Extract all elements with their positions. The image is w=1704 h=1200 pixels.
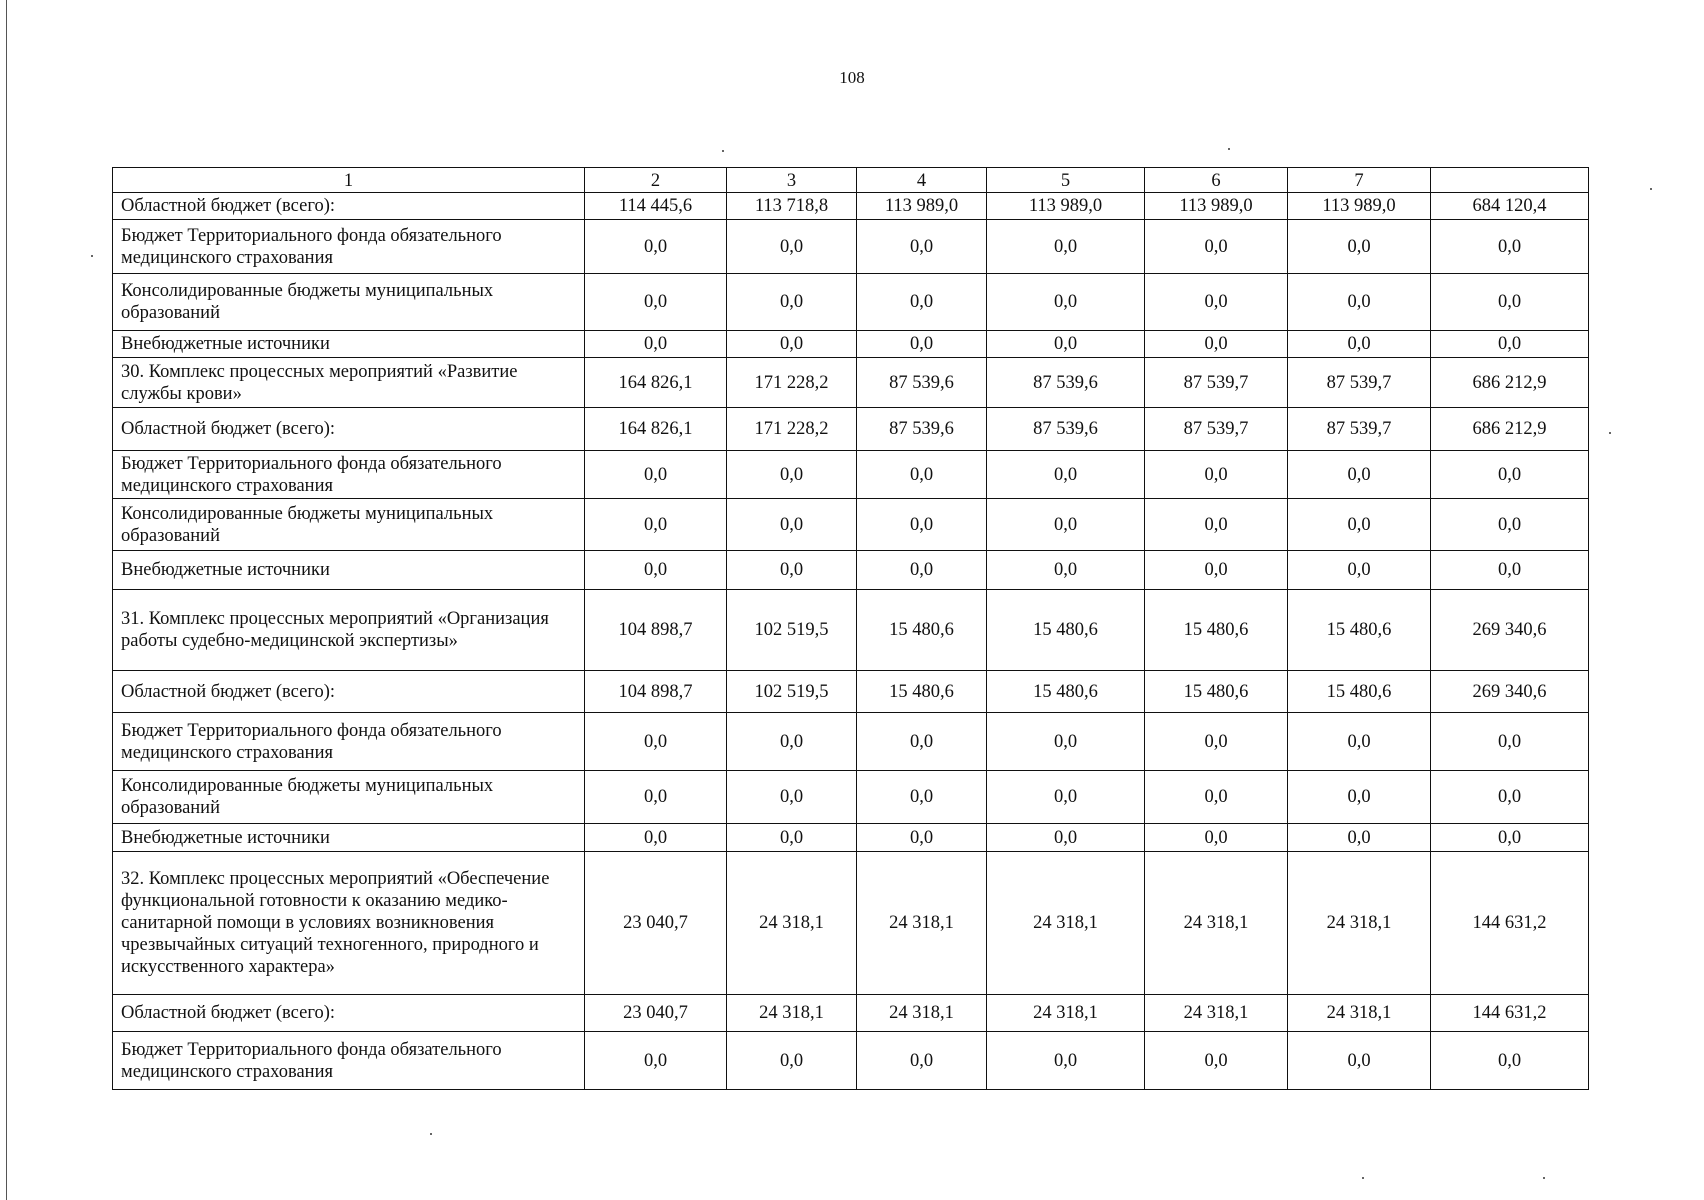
row-value: 0,0 [857, 713, 987, 771]
row-value: 0,0 [1431, 331, 1589, 358]
row-label: 30. Комплекс процессных мероприятий «Развитие службы крови» [113, 358, 585, 408]
row-value: 0,0 [857, 1032, 987, 1090]
row-value: 24 318,1 [987, 852, 1145, 995]
row-value: 0,0 [585, 220, 727, 274]
table-row [113, 193, 1589, 220]
row-value: 0,0 [987, 451, 1145, 499]
row-value: 24 318,1 [1288, 995, 1431, 1032]
row-value: 0,0 [1145, 499, 1288, 551]
row-value: 0,0 [1288, 824, 1431, 852]
row-value: 0,0 [1145, 713, 1288, 771]
row-value: 0,0 [1288, 713, 1431, 771]
row-value: 104 898,7 [585, 590, 727, 671]
row-value: 0,0 [1145, 1032, 1288, 1090]
scan-speck [1609, 432, 1611, 434]
row-label: Внебюджетные источники [113, 824, 585, 852]
row-value: 686 212,9 [1431, 408, 1589, 451]
row-value: 0,0 [727, 824, 857, 852]
row-label: Областной бюджет (всего): [113, 671, 585, 713]
row-label: Областной бюджет (всего): [113, 408, 585, 451]
row-value: 0,0 [585, 499, 727, 551]
table-row [113, 995, 1589, 1032]
row-label: 32. Комплекс процессных мероприятий «Обеспечение функциональной готовности к оказанию медико-санитарной помощи в условиях возникновения чрезвычайных ситуаций техногенного, природного и искусственного характера» [113, 852, 585, 995]
row-value: 0,0 [727, 551, 857, 590]
row-value: 269 340,6 [1431, 671, 1589, 713]
row-label: Внебюджетные источники [113, 331, 585, 358]
row-value: 0,0 [857, 331, 987, 358]
row-value: 0,0 [987, 220, 1145, 274]
row-value: 15 480,6 [987, 671, 1145, 713]
row-value: 0,0 [1288, 551, 1431, 590]
row-value: 686 212,9 [1431, 358, 1589, 408]
row-value: 113 989,0 [1288, 193, 1431, 220]
scan-speck [1650, 188, 1652, 190]
row-value: 0,0 [1431, 451, 1589, 499]
row-label: Областной бюджет (всего): [113, 193, 585, 220]
page-number: 108 [839, 68, 865, 87]
row-value: 24 318,1 [727, 852, 857, 995]
table-row [113, 274, 1589, 331]
row-value: 0,0 [857, 824, 987, 852]
row-value: 24 318,1 [857, 995, 987, 1032]
column-header: 6 [1145, 168, 1288, 193]
row-value: 0,0 [1288, 451, 1431, 499]
row-value: 0,0 [1145, 551, 1288, 590]
row-value: 144 631,2 [1431, 995, 1589, 1032]
budget-table [112, 167, 1589, 1090]
row-label: Консолидированные бюджеты муниципальных образований [113, 499, 585, 551]
table-row [113, 551, 1589, 590]
row-label: Консолидированные бюджеты муниципальных образований [113, 274, 585, 331]
column-header: 3 [727, 168, 857, 193]
row-value: 15 480,6 [1288, 590, 1431, 671]
scan-speck [91, 255, 93, 257]
scan-speck [430, 1133, 432, 1135]
row-value: 24 318,1 [987, 995, 1145, 1032]
row-value: 0,0 [857, 771, 987, 824]
row-value: 0,0 [857, 451, 987, 499]
row-value: 87 539,7 [1288, 358, 1431, 408]
row-value: 0,0 [1145, 824, 1288, 852]
row-value: 24 318,1 [1145, 852, 1288, 995]
row-value: 0,0 [987, 274, 1145, 331]
row-value: 0,0 [585, 451, 727, 499]
row-value: 0,0 [1145, 771, 1288, 824]
row-value: 15 480,6 [1145, 590, 1288, 671]
row-value: 15 480,6 [857, 671, 987, 713]
table-row [113, 408, 1589, 451]
scan-speck [1228, 148, 1230, 150]
row-label: 31. Комплекс процессных мероприятий «Организация работы судебно-медицинской экспертизы» [113, 590, 585, 671]
row-value: 0,0 [727, 771, 857, 824]
row-label: Бюджет Территориального фонда обязательного медицинского страхования [113, 1032, 585, 1090]
row-value: 114 445,6 [585, 193, 727, 220]
row-value: 15 480,6 [987, 590, 1145, 671]
row-value: 0,0 [585, 713, 727, 771]
row-value: 0,0 [585, 771, 727, 824]
row-value: 0,0 [857, 220, 987, 274]
row-value: 0,0 [857, 499, 987, 551]
row-value: 0,0 [727, 331, 857, 358]
row-value: 113 989,0 [987, 193, 1145, 220]
row-value: 102 519,5 [727, 671, 857, 713]
row-value: 0,0 [1288, 331, 1431, 358]
row-value: 0,0 [1288, 499, 1431, 551]
column-header: 4 [857, 168, 987, 193]
table-row [113, 671, 1589, 713]
row-value: 0,0 [987, 824, 1145, 852]
row-value: 0,0 [1431, 274, 1589, 331]
table-row [113, 358, 1589, 408]
row-value: 0,0 [727, 451, 857, 499]
row-value: 0,0 [727, 220, 857, 274]
row-label: Консолидированные бюджеты муниципальных образований [113, 771, 585, 824]
row-value: 0,0 [1288, 771, 1431, 824]
row-value: 24 318,1 [1288, 852, 1431, 995]
row-value: 144 631,2 [1431, 852, 1589, 995]
row-value: 0,0 [1431, 824, 1589, 852]
row-value: 0,0 [1431, 1032, 1589, 1090]
table-row [113, 771, 1589, 824]
row-value: 87 539,6 [857, 408, 987, 451]
table-row [113, 499, 1589, 551]
row-value: 171 228,2 [727, 358, 857, 408]
row-value: 15 480,6 [1288, 671, 1431, 713]
row-value: 0,0 [987, 551, 1145, 590]
table-row [113, 852, 1589, 995]
column-header: 1 [113, 168, 585, 193]
row-value: 87 539,6 [857, 358, 987, 408]
row-value: 104 898,7 [585, 671, 727, 713]
row-label: Областной бюджет (всего): [113, 995, 585, 1032]
row-value: 113 718,8 [727, 193, 857, 220]
row-value: 113 989,0 [857, 193, 987, 220]
row-value: 0,0 [727, 1032, 857, 1090]
column-header: 5 [987, 168, 1145, 193]
row-value: 269 340,6 [1431, 590, 1589, 671]
row-value: 24 318,1 [1145, 995, 1288, 1032]
row-value: 15 480,6 [1145, 671, 1288, 713]
row-value: 87 539,6 [987, 408, 1145, 451]
row-label: Бюджет Территориального фонда обязательного медицинского страхования [113, 220, 585, 274]
column-header: 7 [1288, 168, 1431, 193]
row-value: 23 040,7 [585, 852, 727, 995]
row-value: 0,0 [1431, 713, 1589, 771]
table-row [113, 824, 1589, 852]
row-value: 0,0 [1288, 220, 1431, 274]
row-value: 24 318,1 [857, 852, 987, 995]
row-value: 0,0 [1431, 499, 1589, 551]
row-value: 0,0 [585, 551, 727, 590]
row-value: 87 539,6 [987, 358, 1145, 408]
row-value: 87 539,7 [1145, 358, 1288, 408]
row-value: 113 989,0 [1145, 193, 1288, 220]
row-value: 23 040,7 [585, 995, 727, 1032]
row-value: 0,0 [585, 331, 727, 358]
row-value: 0,0 [1431, 551, 1589, 590]
row-value: 164 826,1 [585, 408, 727, 451]
row-value: 102 519,5 [727, 590, 857, 671]
row-value: 0,0 [1431, 220, 1589, 274]
row-value: 171 228,2 [727, 408, 857, 451]
row-value: 87 539,7 [1288, 408, 1431, 451]
row-value: 0,0 [727, 274, 857, 331]
table-row [113, 331, 1589, 358]
row-value: 0,0 [987, 1032, 1145, 1090]
row-label: Бюджет Территориального фонда обязательного медицинского страхования [113, 713, 585, 771]
row-value: 0,0 [585, 1032, 727, 1090]
row-value: 0,0 [727, 499, 857, 551]
table-row [113, 713, 1589, 771]
table-row [113, 1032, 1589, 1090]
row-value: 0,0 [1145, 331, 1288, 358]
row-value: 0,0 [727, 713, 857, 771]
row-value: 164 826,1 [585, 358, 727, 408]
row-label: Бюджет Территориального фонда обязательного медицинского страхования [113, 451, 585, 499]
scan-speck [722, 150, 724, 152]
row-value: 0,0 [987, 713, 1145, 771]
row-value: 0,0 [987, 331, 1145, 358]
row-value: 0,0 [1288, 274, 1431, 331]
table-row [113, 220, 1589, 274]
row-value: 0,0 [585, 824, 727, 852]
row-value: 0,0 [857, 551, 987, 590]
scan-speck [1543, 1177, 1545, 1179]
row-value: 684 120,4 [1431, 193, 1589, 220]
row-label: Внебюджетные источники [113, 551, 585, 590]
table-header-row [113, 168, 1589, 193]
row-value: 24 318,1 [727, 995, 857, 1032]
table-row [113, 590, 1589, 671]
column-header [1431, 168, 1589, 193]
scan-speck [1362, 1177, 1364, 1179]
row-value: 0,0 [1145, 451, 1288, 499]
table-row [113, 451, 1589, 499]
row-value: 0,0 [1145, 274, 1288, 331]
row-value: 0,0 [1288, 1032, 1431, 1090]
row-value: 0,0 [1145, 220, 1288, 274]
row-value: 0,0 [585, 274, 727, 331]
row-value: 0,0 [1431, 771, 1589, 824]
scan-edge-line [6, 0, 7, 1200]
column-header: 2 [585, 168, 727, 193]
row-value: 0,0 [987, 771, 1145, 824]
row-value: 0,0 [857, 274, 987, 331]
row-value: 87 539,7 [1145, 408, 1288, 451]
row-value: 15 480,6 [857, 590, 987, 671]
row-value: 0,0 [987, 499, 1145, 551]
